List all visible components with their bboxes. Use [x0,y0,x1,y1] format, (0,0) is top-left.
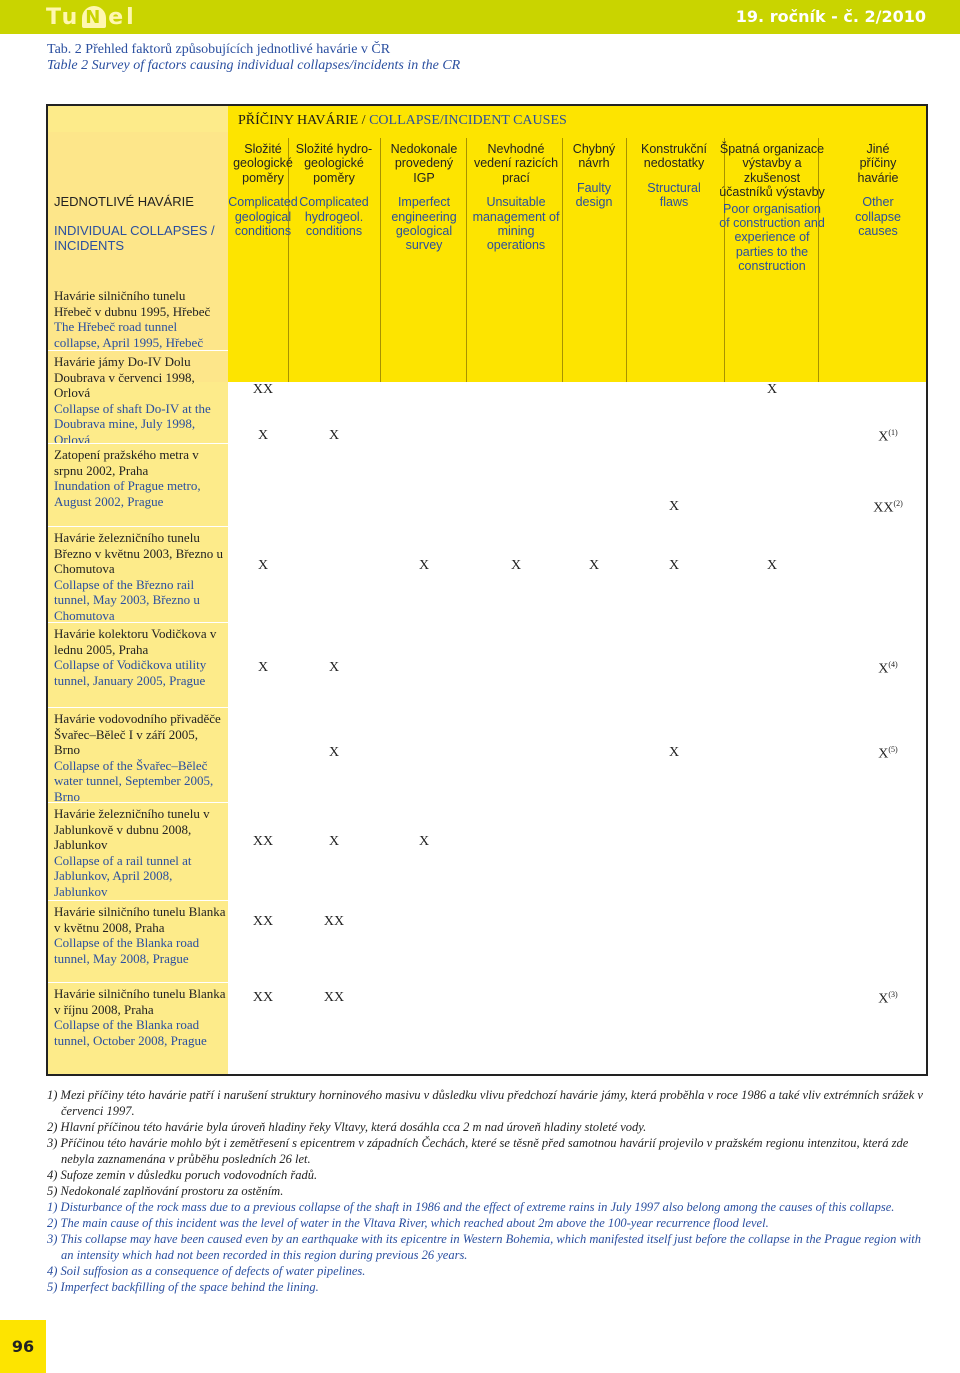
row-header-cz: JEDNOTLIVÉ HAVÁRIE [54,194,194,209]
row-separator [48,900,228,901]
column-header: Nedokonale provedený IGP Imperfect engineering geological survey [390,142,458,253]
row-label: Havárie silničního tunelu Blanka v říjnu 2008, Praha Collapse of the Blanka road tunnel, October 2008, Prague [54,986,226,1048]
row-label: Havárie železničního tunelu Březno v květnu 2003, Březno u Chomutova Collapse of the Březno rail tunnel, May 2003, Březno u Chomutova [54,530,223,623]
column-header: Chybný návrh Faulty design [572,142,616,210]
row-label: Havárie kolektoru Vodičkova v lednu 2005, Praha Collapse of Vodičkova utility tunnel, January 2005, Prague [54,626,217,688]
cause-mark: $X^{(1)}$ [878,428,898,445]
cause-mark: XX [323,990,345,1005]
row-separator [48,622,228,623]
collapse-causes-table [46,104,928,1076]
page-number: 96 [11,1337,35,1356]
row-label: Havárie silničního tunelu Blanka v květnu 2008, Praha Collapse of the Blanka road tunnel, May 2008, Prague [54,904,226,966]
issue-label: 19. ročník - č. 2/2010 [735,7,926,26]
cause-mark: X [668,558,680,573]
cause-mark: XX [252,834,274,849]
column-header: Jiné příčiny havárie Other collapse causes [855,142,901,239]
row-label: Havárie jámy Do-IV Dolu Doubrava v červenci 1998, Orlová Collapse of shaft Do-IV at the Doubrava mine, July 1998, Orlová [54,354,211,447]
cause-mark: X [766,382,778,397]
cause-mark: X [328,745,340,760]
footnote: 5) Imperfect backfilling of the space behind the lining. [47,1280,319,1294]
column-header: Nevhodné vedení razicích prací Unsuitable management of mining operations [472,142,560,253]
cause-mark: X [668,745,680,760]
footnote: 4) Sufoze zemin v důsledku poruch vodovodních řadů. [47,1168,318,1182]
column-divider [380,138,381,382]
cause-mark: X [418,834,430,849]
cause-mark: $X^{(5)}$ [878,745,898,762]
column-divider [466,138,467,382]
cause-mark: X [418,558,430,573]
column-header: Konstrukční nedostatky Structural flaws [640,142,707,210]
footnote: 2) Hlavní příčinou této havárie byla úroveň hladiny řeky Vltavy, která dosáhla cca 2 m nad úroveň hladiny stoleté vody. [47,1120,647,1134]
cause-mark: XX [252,382,274,397]
journal-logo: Tu N el [46,4,137,30]
cause-mark: X [588,558,600,573]
column-header: Složité hydro-geologické poměry Complicated hydrogeol. conditions [295,142,373,239]
cause-mark: X [328,660,340,675]
top-bar [0,0,960,34]
cause-mark: X [766,558,778,573]
cause-mark: X [257,428,269,443]
cause-mark: X [328,428,340,443]
row-label: Havárie silničního tunelu Hřebeč v dubnu 1995, Hřebeč The Hřebeč road tunnel collapse, April 1995, Hřebeč [54,288,211,350]
row-separator [48,982,228,983]
cause-mark: XX [252,914,274,929]
column-divider [626,138,627,382]
footnote: 5) Nedokonalé zaplňování prostoru za ostěním. [47,1184,284,1198]
row-separator [48,526,228,527]
footnote: 3) This collapse may have been caused even by an earthquake with its epicentre in Western Bohemia, which manifested itself just before the collapse in the Prague region with an intensity which had not been recorded in this region during previous 26 years. [47,1232,922,1262]
footnote: 1) Disturbance of the rock mass due to a previous collapse of the shaft in 1986 and the effect of extreme rains in July 1997 also belong among the causes of this collapse. [47,1200,895,1214]
cause-mark: XX [252,990,274,1005]
row-label: Havárie vodovodního přivaděče Švařec–Běleč I v září 2005, Brno Collapse of the Švařec–Běleč water tunnel, September 2005, Brno [54,711,221,804]
causes-title: PŘÍČINY HAVÁRIE / COLLAPSE/INCIDENT CAUSES [238,113,567,128]
table-caption-en: Table 2 Survey of factors causing individual collapses/incidents in the CR [47,58,461,73]
cause-mark: XX [323,914,345,929]
row-separator [48,443,228,444]
cause-mark: $X^{(3)}$ [878,990,898,1007]
cause-mark: X [328,834,340,849]
cause-mark: X [257,558,269,573]
footnote: 3) Příčinou této havárie mohlo být i zemětřesení s epicentrem v západních Čechách, které se těsně před samotnou havárií projevilo v pražském regionu intenzitou, která zde nebyla zaznamenána v průběhu posledních 26 let. [47,1136,909,1166]
footnote: 1) Mezi příčiny této havárie patří i narušení struktury horninového masivu v důsledku vlivu předchozí havárie jámy, která proběhla v roce 1986 a také vliv extrémních srážek v červenci 1997. [47,1088,923,1118]
row-header-en: INDIVIDUAL COLLAPSES / INCIDENTS [54,223,215,253]
cause-mark: X [257,660,269,675]
row-label: Zatopení pražského metra v srpnu 2002, Praha Inundation of Prague metro, August 2002, Prague [54,447,201,509]
column-header: Složité geologické poměry Complicated geological conditions [228,142,298,239]
cause-mark: $X^{(4)}$ [878,660,898,677]
footnote: 4) Soil suffosion as a consequence of defects of water pipelines. [47,1264,366,1278]
footnote: 2) The main cause of this incident was the level of water in the Vltava River, which reached about 2m above the 100-year recurrence flood level. [47,1216,769,1230]
row-separator [48,707,228,708]
footnotes [47,1087,932,1295]
cause-mark: X [668,499,680,514]
row-label: Havárie železničního tunelu v Jablunkově v dubnu 2008, Jablunkov Collapse of a rail tunnel at Jablunkov, April 2008, Jablunkov [54,806,210,899]
table-caption-cz: Tab. 2 Přehled faktorů způsobujících jednotlivé havárie v ČR [47,42,391,57]
row-separator [48,350,228,351]
row-separator [48,802,228,803]
cause-mark: XX$^{(2)}$ [873,499,903,516]
column-header: Špatná organizace výstavby a zkušenost účastníků výstavby Poor organisation of construction and experience of parties to the construction [719,142,825,274]
cause-mark: X [510,558,522,573]
